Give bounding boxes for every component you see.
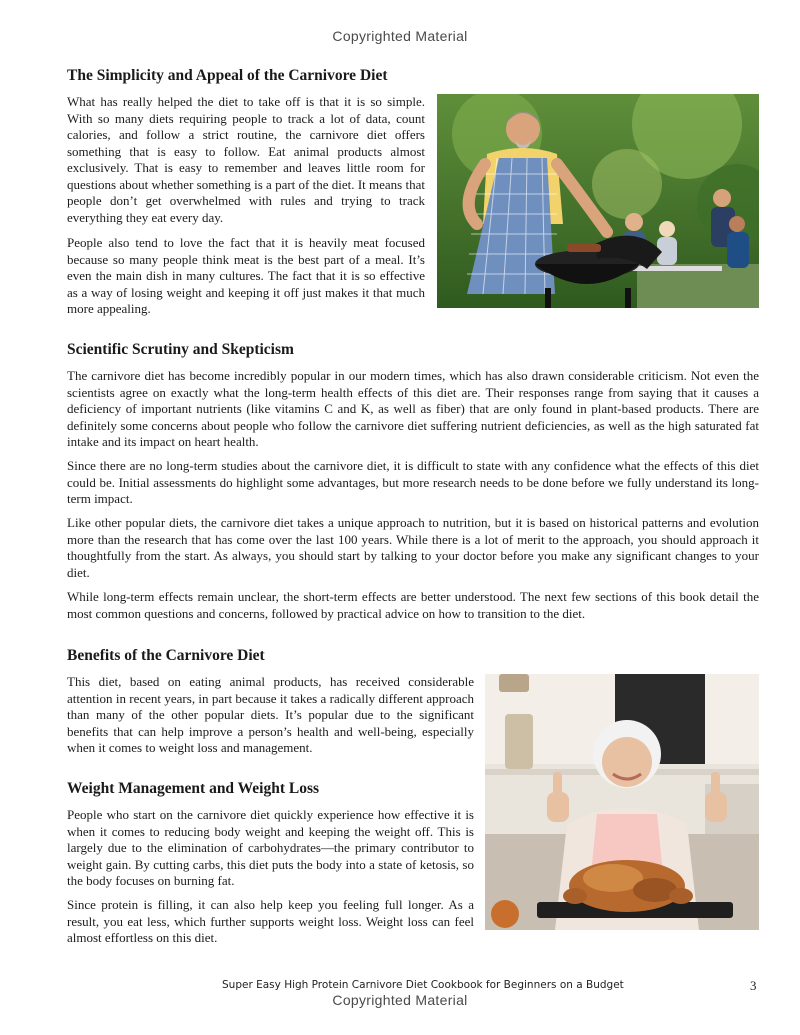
heading-weight: Weight Management and Weight Loss — [67, 780, 320, 797]
page-number: 3 — [750, 978, 757, 993]
paragraph-scrutiny-1: The carnivore diet has become incredibly popular in our modern times, which has also drawn considerable criticism. Not even the scientists agree on exactly what the long-term health effects of this diet are. Their responses range from saying that it causes a deficiency of important nutrients (like vitamins C and K, as well as fiber) that are only found in plant-based products. There are definitely some concerns about people who follow the carnivore diet suffering nutrient deficiencies, as well as the high saturated fat intake and its impact on heart health. — [67, 368, 759, 449]
heading-scrutiny: Scientific Scrutiny and Skepticism — [67, 341, 294, 358]
paragraph-weight-1: People who start on the carnivore diet quickly experience how effective it is when it comes to reducing body weight and keeping the weight off. This is largely due to the elimination of carbohydrates—the primary contributor to weight gain. By cutting carbs, this diet puts the body into a state of ketosis, so the body focuses on burning fat. — [67, 807, 474, 888]
paragraph-scrutiny-2: Since there are no long-term studies about the carnivore diet, it is difficult to state with any confidence what the effects of this diet could be. Initial assessments do highlight some advantages, but more research needs to be done before we fully understand its long-term impact. — [67, 458, 759, 506]
heading-benefits: Benefits of the Carnivore Diet — [67, 647, 265, 664]
paragraph-simplicity-1: What has really helped the diet to take off is that it is so simple. With so many diets requiring people to track a lot of data, count calories, and follow a strict routine, the carnivore diet offers something that is easy to follow. Eat animal products almost exclusively. That is easy to remember and leaves little room for questions about whether something is a part of the diet. It means that people don’t get overwhelmed with rules and trying to track everything they eat every day. — [67, 94, 425, 225]
paragraph-benefits-1: This diet, based on eating animal products, has received considerable attention in recent years, in part because it takes a radically different approach than many of the other popular diets. It’s popular due to the significant benefits that can help improve a person’s health and well-being, especially when it comes to weight loss and management. — [67, 674, 474, 755]
paragraph-scrutiny-3: Like other popular diets, the carnivore diet takes a unique approach to nutrition, but it is based on historical patterns and evolution more than the research that has come over the last 100 years. While there is a lot of merit to the approach, you should approach it thoughtfully from the start. As always, you should start by talking to your doctor before you make any significant changes to your diet. — [67, 515, 759, 580]
paragraph-simplicity-2: People also tend to love the fact that it is heavily meat focused because so many people think meat is the best part of a meal. It’s even the main dish in many cultures. The fact that it is so effective as a way of losing weight and keeping it off just makes it that much more appealing. — [67, 235, 425, 316]
kitchen-illustration — [485, 674, 759, 930]
photo-man-grilling — [437, 94, 759, 308]
paragraph-weight-2: Since protein is filling, it can also help keep you feeling full longer. As a result, you eat less, which further supports weight loss. Weight loss can feel almost effortless on this diet. — [67, 897, 474, 945]
photo-woman-roast-chicken — [485, 674, 759, 930]
footer-book-title: Super Easy High Protein Carnivore Diet Cookbook for Beginners on a Budget — [222, 979, 624, 991]
paragraph-scrutiny-4: While long-term effects remain unclear, the short-term effects are better understood. The next few sections of this book detail the most common questions and concerns, followed by practical advice on how to transition to the diet. — [67, 589, 759, 621]
copyright-watermark-top: Copyrighted Material — [332, 28, 468, 44]
heading-simplicity: The Simplicity and Appeal of the Carnivore Diet — [67, 67, 388, 84]
grilling-illustration — [437, 94, 759, 308]
copyright-watermark-bottom: Copyrighted Material — [332, 992, 468, 1008]
